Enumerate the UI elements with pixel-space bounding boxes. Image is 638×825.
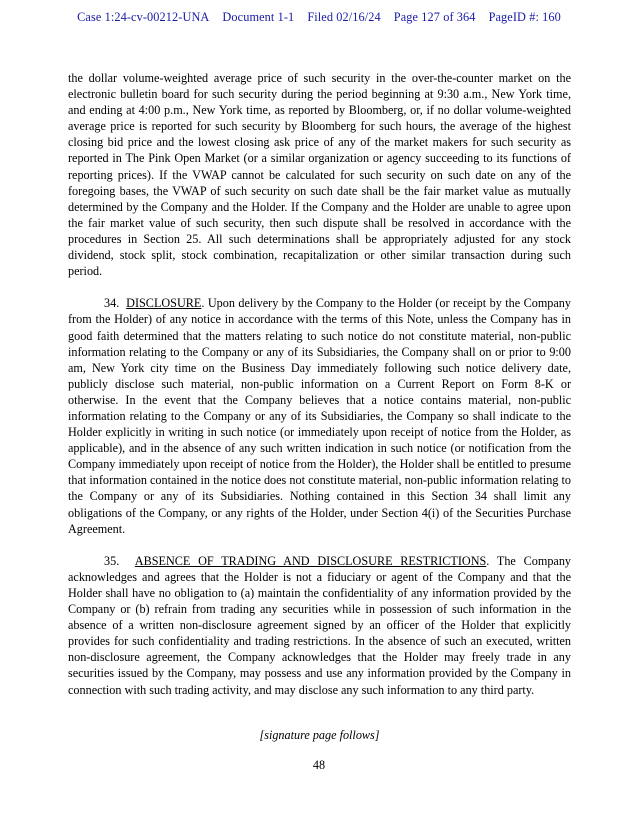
section-35-paragraph — [68, 553, 571, 698]
section-35-number: 35. — [104, 553, 120, 568]
page-number: 48 — [312, 758, 326, 772]
section-34-number: 34. — [104, 296, 120, 311]
section-34-paragraph — [68, 295, 571, 536]
section-34-heading: DISCLOSURE — [126, 296, 202, 311]
document-body — [68, 70, 571, 743]
header-document: Document 1-1 — [222, 10, 295, 24]
header-page-of: Page 127 of 364 — [393, 10, 476, 24]
header-case-number: Case 1:24-cv-00212-UNA — [77, 10, 210, 24]
paragraph-vwap-definition: the dollar volume-weighted average price of such security in the over-the-counter market on the electronic bulletin board for such security during the period beginning at 9:30 a.m., New York time, and ending at 4:00 p.m., New York time, as reported by Bloomberg, or, if no dollar volume-weighted average price is reported for such security by Bloomberg for such hours, the average of the highest closing bid price and the lowest closing ask price of any of the market makers for such security as reported in The Pink Open Market (or a similar organization or agency succeeding to its functions of reporting prices). If the VWAP cannot be calculated for such security on such date on any of the foregoing bases, the VWAP of such security on such date shall be the fair market value as mutually determined by the Company and the Holder. If the Company and the Holder are unable to agree upon the fair market value of such security, then such dispute shall be resolved in accordance with the procedures in Section 25. All such determinations shall be appropriately adjusted for any stock dividend, stock split, stock combination, recapitalization or other similar transaction during such period. — [68, 71, 571, 279]
section-34-text: . Upon delivery by the Company to the Holder (or receipt by the Company from the Holder) of any notice in accordance with the terms of this Note, unless the Company has in good faith determined that the matters relating to such notice do not constitute material, non-public information relating to the Company or any of its Subsidiaries, the Company shall on or prior to 9:00 am, New York city time on the Business Day immediately following such notice delivery date, publicly disclose such material, non-public information on a Current Report on Form 8-K or otherwise. In the event that the Company believes that a notice contains material, non-public information relating to the Company or any of its Subsidiaries, the Company so shall indicate to the Holder explicitly in writing in such notice (or immediately upon receipt of notice from the Holder, as applicable), and in the absence of any such written indication in such notice (or notification from the Company immediately upon receipt of notice from the Holder), the Holder shall be entitled to presume that information contained in the notice does not constitute material, non-public information relating to the Company or any of its Subsidiaries. Nothing contained in this Section 34 shall limit any obligations of the Company, or any rights of the Holder, under Section 4(i) of the Securities Purchase Agreement. — [68, 296, 571, 536]
header-filed-date: Filed 02/16/24 — [307, 10, 381, 24]
section-35-heading: ABSENCE OF TRADING AND DISCLOSURE RESTRICTIONS — [134, 553, 487, 568]
court-filing-header — [0, 10, 638, 25]
header-page-id: PageID #: 160 — [488, 10, 561, 24]
signature-page-note: [signature page follows] — [259, 727, 380, 742]
section-35-text: . The Company acknowledges and agrees that the Holder is not a fiduciary or agent of the Company and that the Holder shall have no obligation to (a) maintain the confidentiality of any information provided by the Company or (b) refrain from trading any securities while in possession of such information in the absence of a written non-disclosure agreement signed by an officer of the Holder that explicitly provides for such confidentiality and trading restrictions. In the absence of such an executed, written non-disclosure agreement, the Company acknowledges that the Holder may freely trade in any securities issued by the Company, may possess and use any information provided by the Company in connection with such trading activity, and may disclose any such information to any third party. — [68, 553, 572, 697]
